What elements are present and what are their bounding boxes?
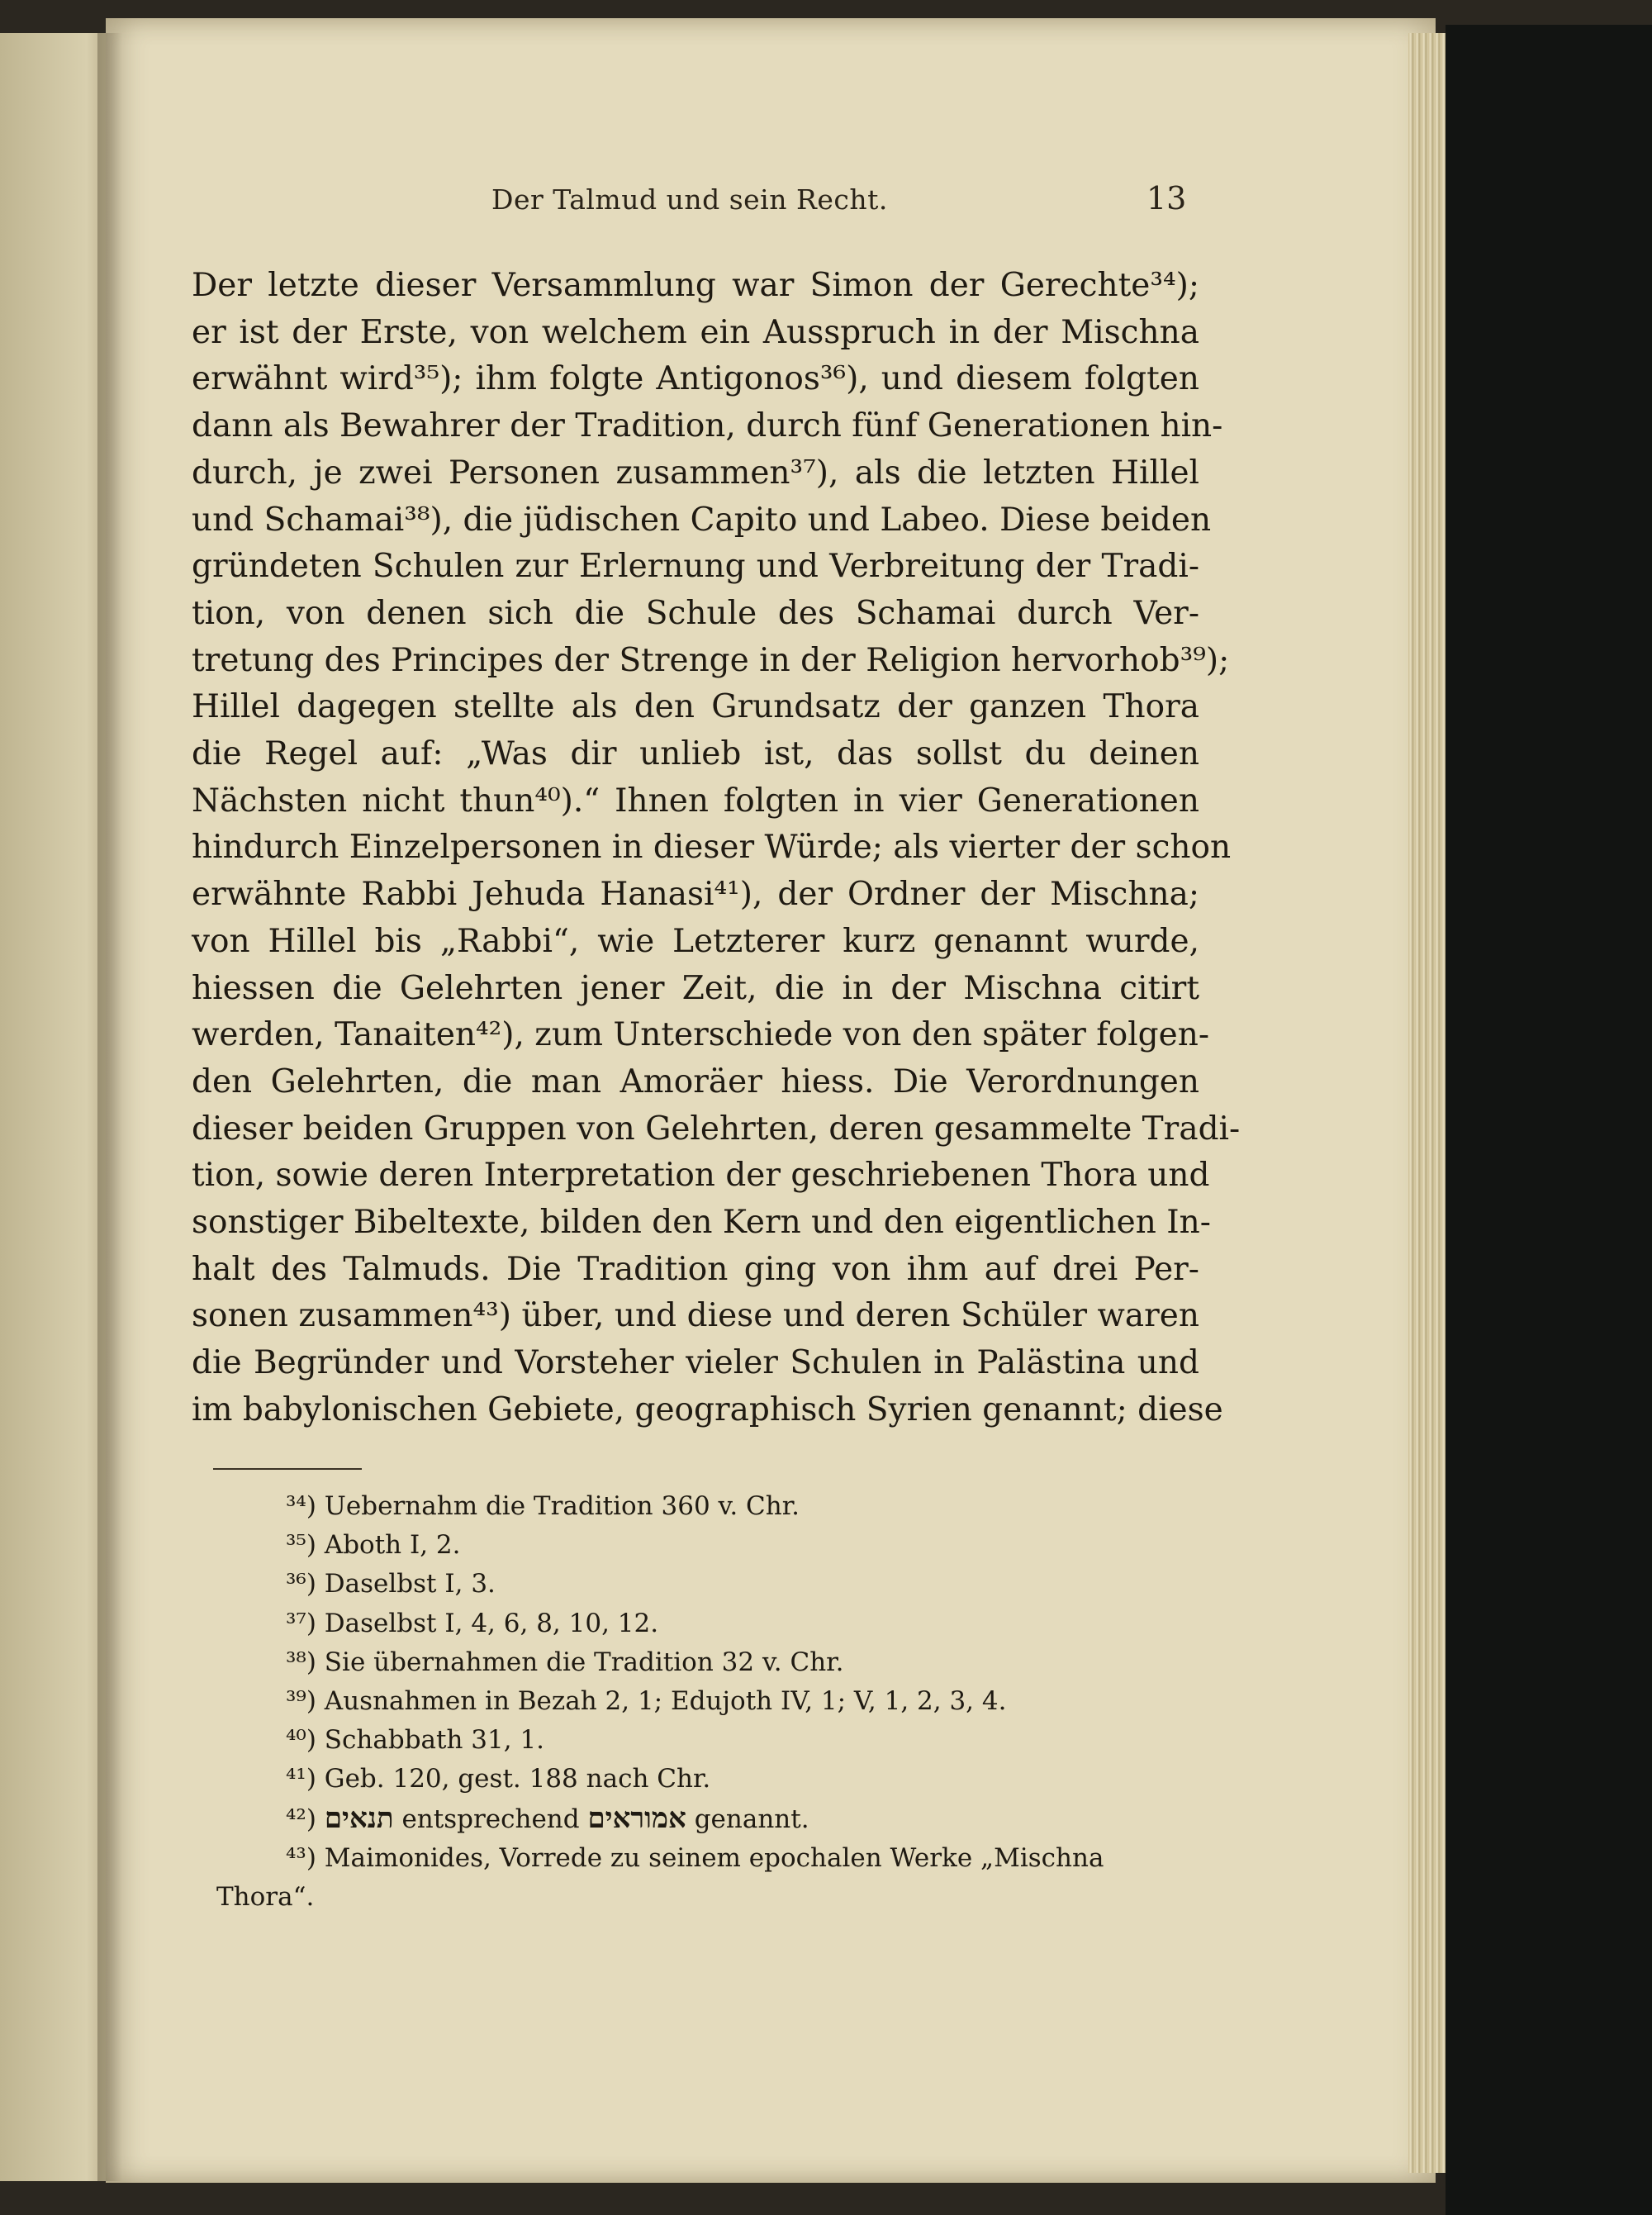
text-line: hindurch Einzelpersonen in dieser Würde; als vierter der schon — [192, 829, 1232, 867]
text-line: hiessen die Gelehrten jener Zeit, die in der Mischna citirt — [192, 969, 1199, 1007]
page-number: 13 — [1146, 180, 1187, 216]
text-line: von Hillel bis „Rabbi“, wie Letzterer kurz genannt wurde, — [192, 922, 1199, 960]
text-line: Der letzte dieser Versammlung war Simon der Gerechte³⁴); — [192, 267, 1199, 304]
hebrew-word-tanaim: תנאים — [324, 1801, 394, 1835]
text-line: und Schamai³⁸), die jüdischen Capito und Labeo. Diese beiden — [192, 501, 1212, 539]
text-line: tion, von denen sich die Schule des Schamai durch Ver- — [192, 594, 1199, 632]
footnote-continuation: Thora“. — [216, 1882, 315, 1913]
text-line: durch, je zwei Personen zusammen³⁷), als die letzten Hillel — [192, 454, 1199, 492]
text-line: die Begründer und Vorsteher vieler Schulen in Palästina und — [192, 1344, 1199, 1382]
footnote: ³⁹) Ausnahmen in Bezah 2, 1; Edujoth IV, 1; V, 1, 2, 3, 4. — [286, 1686, 1007, 1717]
text-line: tretung des Principes der Strenge in der Religion hervorhob³⁹); — [192, 641, 1230, 679]
footnote: ³⁵) Aboth I, 2. — [286, 1530, 461, 1561]
footnote: ³⁷) Daselbst I, 4, 6, 8, 10, 12. — [286, 1608, 659, 1638]
text-line: erwähnte Rabbi Jehuda Hanasi⁴¹), der Ordner der Mischna; — [192, 876, 1199, 914]
footnote: ³⁴) Uebernahm die Tradition 360 v. Chr. — [286, 1491, 800, 1521]
footnote: ⁴³) Maimonides, Vorrede zu seinem epochalen Werke „Mischna — [286, 1842, 1104, 1873]
book-gutter — [97, 33, 122, 2181]
book-cover — [1446, 25, 1652, 2215]
text-line: die Regel auf: „Was dir unlieb ist, das sollst du deinen — [192, 735, 1199, 773]
text-line: im babylonischen Gebiete, geographisch Syrien genannt; diese — [192, 1390, 1223, 1428]
footnote-text: entsprechend — [401, 1804, 580, 1834]
text-line: halt des Talmuds. Die Tradition ging von ihm auf drei Per- — [192, 1250, 1199, 1288]
text-line: er ist der Erste, von welchem ein Ausspruch in der Mischna — [192, 313, 1199, 351]
footnote-text: genannt. — [694, 1804, 809, 1834]
text-line: sonen zusammen⁴³) über, und diese und deren Schüler waren — [192, 1297, 1199, 1335]
footnote: ³⁶) Daselbst I, 3. — [286, 1569, 496, 1599]
footnote: ⁴¹) Geb. 120, gest. 188 nach Chr. — [286, 1764, 711, 1794]
text-line: den Gelehrten, die man Amoräer hiess. Die Verordnungen — [192, 1062, 1199, 1100]
running-title: Der Talmud und sein Recht. — [491, 183, 888, 216]
text-line: erwähnt wird³⁵); ihm folgte Antigonos³⁶), und diesem folgten — [192, 360, 1199, 398]
footnote-rule — [213, 1468, 362, 1470]
text-line: tion, sowie deren Interpretation der geschriebenen Thora und — [192, 1157, 1210, 1195]
text-line: sonstiger Bibeltexte, bilden den Kern und den eigentlichen In- — [192, 1204, 1211, 1242]
text-line: gründeten Schulen zur Erlernung und Verbreitung der Tradi- — [192, 548, 1199, 586]
page-stack-edge — [1408, 33, 1446, 2173]
text-line: Nächsten nicht thun⁴⁰).“ Ihnen folgten in vier Generationen — [192, 782, 1199, 820]
body-text — [192, 263, 1241, 1434]
text-line: werden, Tanaiten⁴²), zum Unterschiede von den später folgen- — [192, 1016, 1210, 1054]
footnote-42 — [286, 1799, 1209, 1839]
footnote: ⁴⁰) Schabbath 31, 1. — [286, 1725, 545, 1756]
footnotes — [216, 1487, 1209, 1917]
footnote: ³⁸) Sie übernahmen die Tradition 32 v. Chr. — [286, 1647, 844, 1677]
text-line: dieser beiden Gruppen von Gelehrten, deren gesammelte Tradi- — [192, 1110, 1241, 1148]
text-line: dann als Bewahrer der Tradition, durch fünf Generationen hin- — [192, 407, 1223, 445]
text-line: Hillel dagegen stellte als den Grundsatz der ganzen Thora — [192, 688, 1199, 726]
hebrew-word-amoraim: אמוראים — [587, 1801, 686, 1835]
footnote-marker: ⁴²) — [286, 1804, 316, 1834]
